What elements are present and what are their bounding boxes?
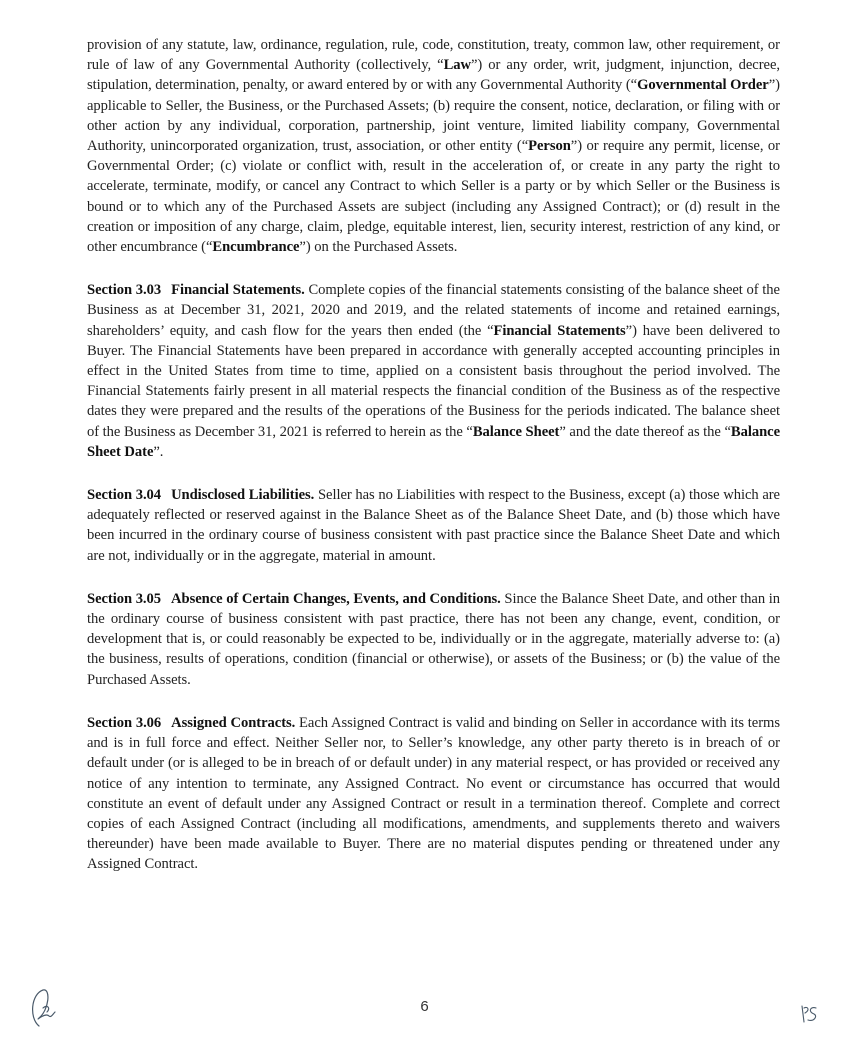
section-3-05 — [87, 589, 780, 690]
page-number: 6 — [420, 998, 429, 1015]
defined-term-law: Law — [443, 57, 471, 74]
text-run: ”) on the Purchased Assets. — [299, 239, 458, 256]
defined-term-financial-statements: Financial Statements — [493, 322, 626, 339]
handwritten-initials-right-icon — [798, 1002, 822, 1026]
section-number: Section 3.03 — [87, 282, 162, 299]
section-3-03 — [87, 280, 780, 462]
text-run: ”. — [153, 443, 164, 460]
text-run: provision of any statute, law, ordinance, regulation, rule, code, constitution, treaty, common law, other requirement, or rule of law of any Governmental Authority (collectively, “ — [87, 37, 780, 74]
document-page — [87, 35, 780, 898]
defined-term-balance-sheet-date: Balance Sheet Date — [87, 423, 781, 460]
section-body: Seller has no Liabilities with respect to the Business, except (a) those which are adequately reflected or reserved against in the Balance Sheet as of the Balance Sheet Date, and (b) those which have been incurred in the ordinary course of business consistent with past practice since the Balance Sheet Date and which are not, individually or in the aggregate, material in amount. — [87, 487, 780, 564]
section-number: Section 3.06 — [87, 714, 162, 731]
continuation-paragraph — [87, 35, 780, 257]
defined-term-encumbrance: Encumbrance — [212, 239, 300, 256]
defined-term-governmental-order: Governmental Order — [637, 77, 769, 94]
section-3-04 — [87, 485, 780, 566]
text-run: ”) or require any permit, license, or Governmental Order; (c) violate or conflict with, result in the acceleration of, or create in any party the right to accelerate, terminate, modify, or cancel any Contract to which Seller is a party or by which Seller or the Business is bound or to which any of the Purchased Assets are subject (including any Assigned Contract); or (d) result in the creation or imposition of any charge, claim, pledge, equitable interest, lien, security interest, restriction of any kind, or other encumbrance (“ — [87, 138, 780, 256]
text-run: ”) or any order, writ, judgment, injunction, decree, stipulation, determination, penalty, or award entered by or with any Governmental Authority (“ — [87, 57, 780, 94]
section-body: Each Assigned Contract is valid and binding on Seller in accordance with its terms and is in full force and effect. Neither Seller nor, to Seller’s knowledge, any other party thereto is in breach of or default under (or is alleged to be in breach of or default under) in any material respect, or has provided or received any notice of any intention to terminate, any Assigned Contract. No event or circumstance has occurred that would constitute an event of default under any Assigned Contract or result in a termination thereof. Complete and correct copies of each Assigned Contract (including all modifications, amendments, and supplements thereto and waivers thereunder) have been made available to Buyer. There are no material disputes pending or threatened under any Assigned Contract. — [87, 714, 780, 873]
text-run: ”) have been delivered to Buyer. The Financial Statements have been prepared in accordance with generally accepted accounting principles in effect in the United States from time to time, applied on a consistent basis throughout the period involved. The Financial Statements fairly present in all material respects the financial condition of the Business as of the respective dates they were prepared and the results of the operations of the Business for the periods indicated. The balance sheet of the Business as December 31, 2021 is referred to herein as the “ — [87, 322, 780, 440]
section-title: Assigned Contracts. — [171, 714, 296, 731]
section-3-06 — [87, 713, 780, 875]
text-run: ”) applicable to Seller, the Business, or the Purchased Assets; (b) require the consent, notice, declaration, or filing with or other action by any individual, corporation, partnership, joint venture, limited liability company, Governmental Authority, unincorporated organization, trust, association, or other entity (“ — [87, 77, 780, 155]
section-number: Section 3.04 — [87, 487, 162, 504]
section-title: Undisclosed Liabilities. — [171, 487, 315, 504]
section-title: Absence of Certain Changes, Events, and Conditions. — [171, 590, 501, 607]
section-body: Since the Balance Sheet Date, and other than in the ordinary course of business consistent with past practice, there has not been any change, event, condition, or development that is, or could reasonably be expected to be, individually or in the aggregate, materially adverse to: (a) the business, results of operations, condition (financial or otherwise), or assets of the Business; or (b) the value of the Purchased Assets. — [87, 590, 780, 688]
section-number: Section 3.05 — [87, 590, 162, 607]
defined-term-person: Person — [528, 138, 571, 155]
defined-term-balance-sheet: Balance Sheet — [472, 423, 560, 440]
text-run: ” and the date thereof as the “ — [559, 423, 731, 440]
section-title: Financial Statements. — [171, 282, 305, 299]
text-run: Complete copies of the financial statements consisting of the balance sheet of the Business as at December 31, 2021, 2020 and 2019, and the related statements of income and retained earnings, shareholders’ equity, and cash flow for the years then ended (the “ — [87, 282, 780, 339]
